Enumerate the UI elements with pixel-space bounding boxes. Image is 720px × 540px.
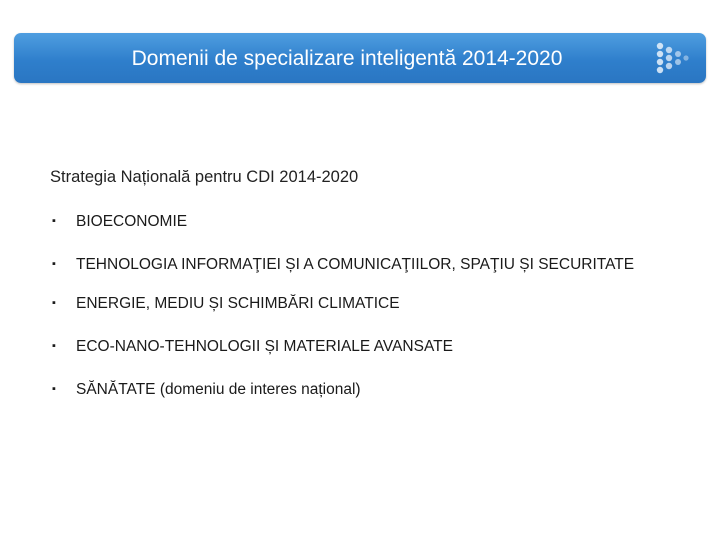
list-item-label: BIOECONOMIE (76, 213, 188, 230)
bullet-icon: ▪ (52, 215, 56, 227)
bullet-icon: ▪ (52, 383, 56, 395)
list-item (52, 335, 692, 358)
slide-title: Domenii de specializare inteligentă 2014-2020 (131, 47, 563, 70)
list-item-label: SĂNĂTATE (domeniu de interes național) (76, 381, 361, 398)
bullet-icon: ▪ (52, 258, 56, 270)
list-item-label: ENERGIE, MEDIU ȘI SCHIMBĂRI CLIMATICE (76, 295, 400, 312)
list-item (52, 210, 692, 233)
title-bar (14, 33, 706, 83)
dots-logo-icon (654, 41, 694, 75)
list-item (52, 253, 692, 276)
list-item-label: ECO-NANO-TEHNOLOGII ȘI MATERIALE AVANSATE (76, 338, 453, 355)
bullet-icon: ▪ (52, 297, 56, 309)
bullet-list (52, 210, 692, 401)
subtitle: Strategia Națională pentru CDI 2014-2020 (50, 168, 359, 186)
bullet-icon: ▪ (52, 340, 56, 352)
list-item-label: TEHNOLOGIA INFORMAŢIEI ȘI A COMUNICAŢIILOR, SPAŢIU ȘI SECURITATE (76, 256, 635, 273)
list-item (52, 292, 692, 315)
list-item (52, 378, 692, 401)
